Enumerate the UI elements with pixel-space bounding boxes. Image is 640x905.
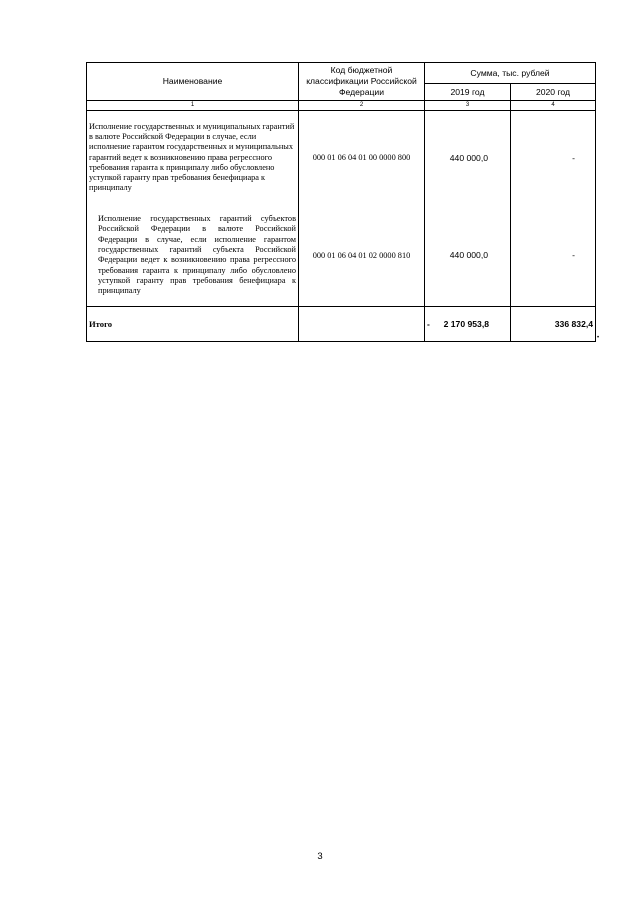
column-header-2020: 2020 год	[511, 84, 596, 101]
table-row	[87, 205, 596, 307]
row-sum-2019	[425, 205, 511, 307]
row-sum-2020	[511, 111, 596, 205]
row-sum-2019-value: 440 000,0	[449, 152, 488, 163]
row-code: 000 01 06 04 01 02 0000 810	[299, 205, 425, 307]
column-header-name: Наименование	[87, 63, 299, 101]
row-sum-2019-value: 440 000,0	[449, 250, 488, 261]
column-number: 1	[87, 101, 299, 111]
row-name: Исполнение государственных и муниципальных гарантий в валюте Российской Федерации в случае, если исполнение гарантом государственных и муниципальных гарантий ведет к возникновению права регрессного требования гаранта к принципалу либо обусловлено уступкой гаранту прав требования бенефициара к принципалу	[87, 111, 299, 205]
column-header-code: Код бюджетной классификации Российской Федерации	[299, 63, 425, 101]
column-number: 2	[299, 101, 425, 111]
row-sum-2020-value: -	[572, 152, 576, 163]
total-lead-dash: -	[427, 319, 430, 329]
total-sum-2020-value: 336 832,4	[554, 319, 594, 329]
row-code: 000 01 06 04 01 00 0000 800	[299, 111, 425, 205]
total-sum-2019-value: 2 170 953,8	[443, 319, 489, 329]
row-sum-2019	[425, 111, 511, 205]
page-number: 3	[317, 851, 323, 862]
total-sum-2019	[425, 307, 511, 342]
table-row	[87, 111, 596, 205]
column-number: 3	[425, 101, 511, 111]
column-header-2019: 2019 год	[425, 84, 511, 101]
total-label: Итого	[87, 307, 299, 342]
total-sum-2020	[511, 307, 596, 342]
column-header-sum: Сумма, тыс. рублей	[425, 63, 596, 84]
column-number-row	[87, 101, 596, 111]
row-name: Исполнение государственных гарантий субъектов Российской Федерации в валюте Российской Федерации в случае, если исполнение гарантом государственных гарантий субъекта Российской Федерации ведет к возникновению права регрессного требования гаранта к принципалу либо обусловлено уступкой гаранту прав требования бенефициара к принципалу	[87, 205, 299, 307]
stray-mark: •	[597, 335, 600, 341]
column-number: 4	[511, 101, 596, 111]
header-row	[87, 63, 596, 84]
sources-table	[86, 62, 596, 342]
row-sum-2020-value: -	[572, 250, 576, 261]
total-code	[299, 307, 425, 342]
row-sum-2020	[511, 205, 596, 307]
total-row	[87, 307, 596, 342]
